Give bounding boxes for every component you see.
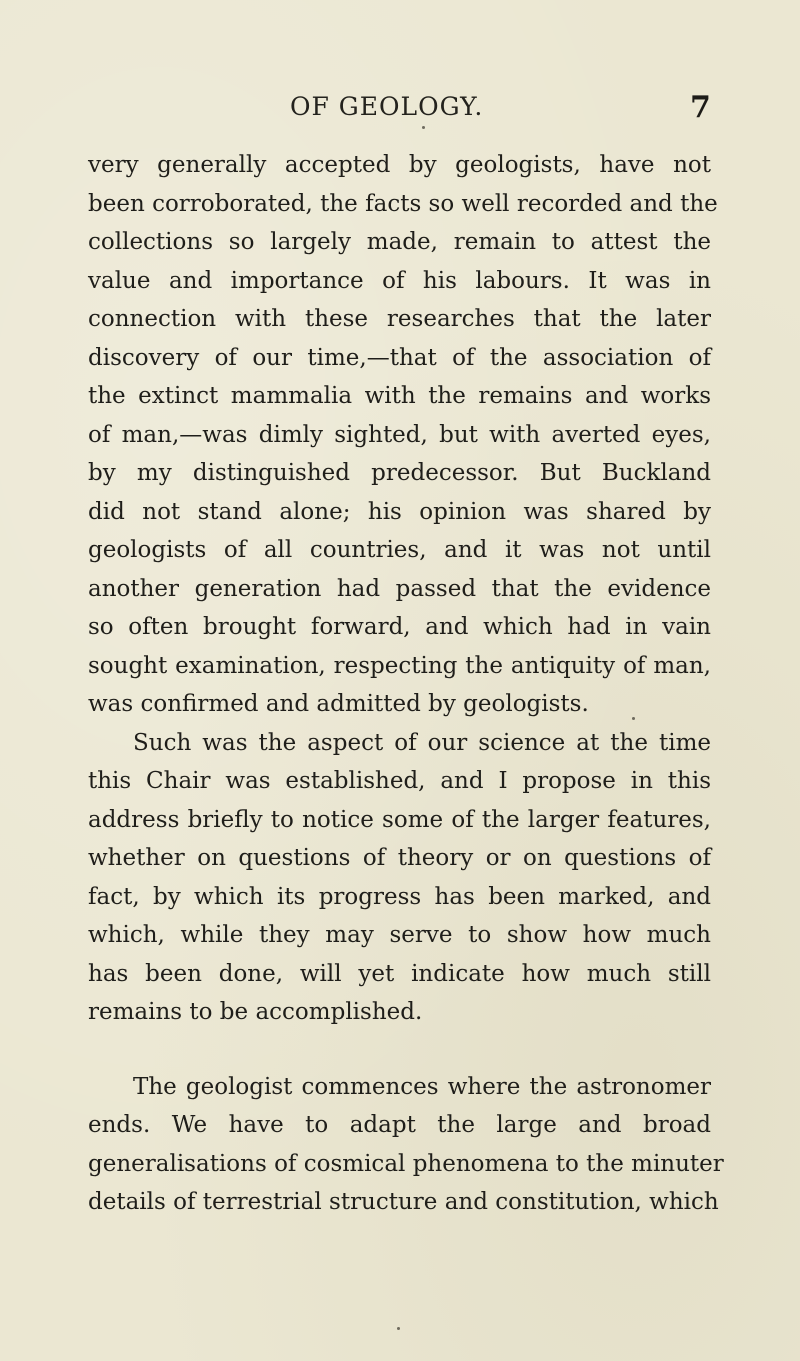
text-line: which, while they may serve to show how much — [88, 922, 711, 948]
text-line: the extinct mammalia with the remains and works — [88, 383, 711, 409]
paper-speck — [632, 717, 635, 720]
running-head — [0, 92, 800, 132]
text-line: this Chair was established, and I propose in this — [88, 768, 711, 794]
text-line: fact, by which its progress has been marked, and — [88, 883, 711, 910]
text-line: details of terrestrial structure and constitution, which — [88, 1189, 719, 1215]
text-line: whether on questions of theory or on questions of — [88, 845, 711, 871]
text-line: discovery of our time,—that of the association of — [88, 344, 711, 371]
text-line: address briefly to notice some of the larger features, — [88, 806, 711, 833]
text-line: of man,—was dimly sighted, but with averted eyes, — [88, 421, 711, 448]
text-line: remains to be accomplished. — [88, 999, 423, 1025]
text-line: connection with these researches that the later — [88, 306, 711, 332]
body-text — [88, 146, 724, 1222]
running-title: OF GEOLOGY. — [290, 92, 484, 121]
text-line: was confirmed and admitted by geologists. — [88, 691, 589, 717]
page-number: 7 — [690, 90, 711, 125]
text-line: collections so largely made, remain to attest the — [88, 229, 711, 255]
paragraph-gap — [88, 1032, 711, 1068]
text-line: geologists of all countries, and it was not until — [88, 537, 711, 563]
text-line: has been done, will yet indicate how much still — [88, 960, 711, 987]
text-line: by my distinguished predecessor. But Buckland — [88, 460, 711, 486]
paper-speck — [422, 126, 425, 129]
text-line: sought examination, respecting the antiquity of man, — [88, 652, 711, 679]
text-line: The geologist commences where the astronomer — [133, 1073, 711, 1100]
text-line: ends. We have to adapt the large and broad — [88, 1112, 711, 1138]
text-line: been corroborated, the facts so well recorded and the — [88, 190, 718, 217]
text-line: so often brought forward, and which had in vain — [88, 614, 711, 640]
text-line: value and importance of his labours. It was in — [88, 267, 711, 294]
text-line: did not stand alone; his opinion was shared by — [88, 498, 711, 525]
text-line: Such was the aspect of our science at the time — [133, 729, 711, 756]
text-line: generalisations of cosmical phenomena to the minuter — [88, 1150, 724, 1177]
paper-speck — [397, 1327, 400, 1330]
text-line: another generation had passed that the evidence — [88, 575, 711, 602]
text-line: very generally accepted by geologists, have not — [88, 152, 711, 178]
